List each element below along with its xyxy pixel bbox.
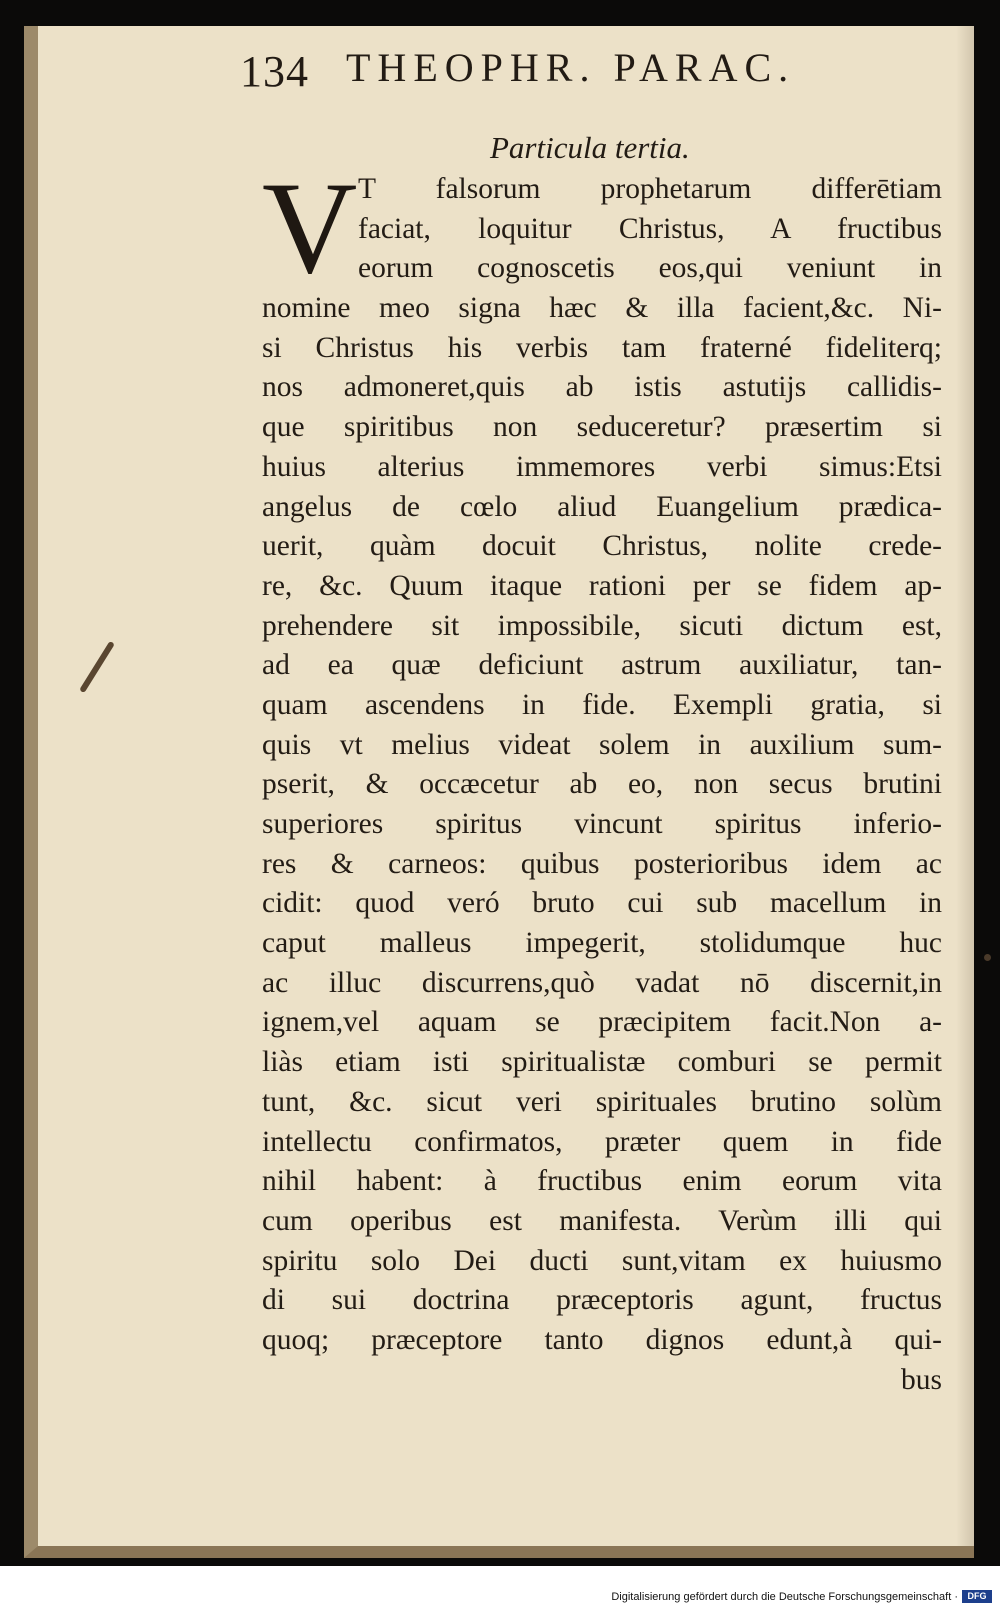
text-line: T falsorum prophetarum differētiam xyxy=(358,173,942,205)
body-text xyxy=(262,170,942,1400)
text-line: liàs etiam isti spiritualistæ comburi se permit xyxy=(262,1046,942,1079)
catchword: bus xyxy=(901,1363,942,1396)
text-line: spiritu solo Dei ducti sunt,vitam ex huiusmo xyxy=(262,1244,942,1277)
text-line: angelus de cœlo aliud Euangelium prædica- xyxy=(262,490,942,523)
text-line: caput malleus impegerit, stolidumque huc xyxy=(262,927,942,960)
text-line: nomine meo signa hæc & illa facient,&c. Ni- xyxy=(262,292,942,325)
dfg-logo: DFG xyxy=(962,1590,992,1603)
page-header xyxy=(240,40,860,100)
text-line: que spiritibus non seduceretur? præsertim si xyxy=(262,411,942,444)
text-line: res & carneos: quibus posterioribus idem ac xyxy=(262,847,942,880)
page-number: 134 xyxy=(240,47,309,96)
text-line: huius alterius immemores verbi simus:Etsi xyxy=(262,450,942,483)
drop-cap: V xyxy=(262,154,358,301)
section-title: Particula tertia. xyxy=(490,130,690,165)
text-line: quam ascendens in fide. Exempli gratia, si xyxy=(262,688,942,721)
text-line: ignem,vel aquam se præcipitem facit.Non a- xyxy=(262,1006,942,1039)
running-head: THEOPHR. PARAC. xyxy=(346,45,796,90)
text-line: cum operibus est manifesta. Verùm illi qui xyxy=(262,1204,942,1237)
footer-bar xyxy=(0,1566,1000,1611)
text-line: nihil habent: à fructibus enim eorum vita xyxy=(262,1165,942,1198)
text-line: superiores spiritus vincunt spiritus inferio- xyxy=(262,808,942,840)
text-line: nos admoneret,quis ab istis astutijs callidis- xyxy=(262,371,942,404)
text-line: eorum cognoscetis eos,qui veniunt in xyxy=(358,252,942,285)
text-line: cidit: quod veró bruto cui sub macellum in xyxy=(262,887,942,920)
text-line: ac illuc discurrens,quò vadat nō discernit,in xyxy=(262,966,942,999)
margin-pencil-mark xyxy=(79,641,115,693)
text-line: re, &c. Quum itaque rationi per se fidem ap- xyxy=(262,569,942,602)
text-line: ad ea quæ deficiunt astrum auxiliatur, tan- xyxy=(262,649,942,682)
text-line: tunt, &c. sicut veri spirituales brutino solùm xyxy=(262,1085,942,1118)
text-line: si Christus his verbis tam fraterné fideliterq; xyxy=(262,331,942,364)
text-line: uerit, quàm docuit Christus, nolite crede- xyxy=(262,530,942,563)
text-line: quis vt melius videat solem in auxilium sum- xyxy=(262,728,942,761)
text-line: quoq; præceptore tanto dignos edunt,à qui- xyxy=(262,1323,942,1356)
text-line: di sui doctrina præceptoris agunt, fructus xyxy=(262,1284,942,1317)
ink-dot xyxy=(984,954,991,961)
text-line: pserit, & occæcetur ab eo, non secus brutini xyxy=(262,768,942,801)
text-line: intellectu confirmatos, præter quem in fide xyxy=(262,1125,942,1158)
text-line: faciat, loquitur Christus, A fructibus xyxy=(358,212,942,245)
funding-credit: Digitalisierung gefördert durch die Deutsche Forschungsgemeinschaft · xyxy=(611,1591,958,1603)
text-line: prehendere sit impossibile, sicuti dictum est, xyxy=(262,609,942,642)
